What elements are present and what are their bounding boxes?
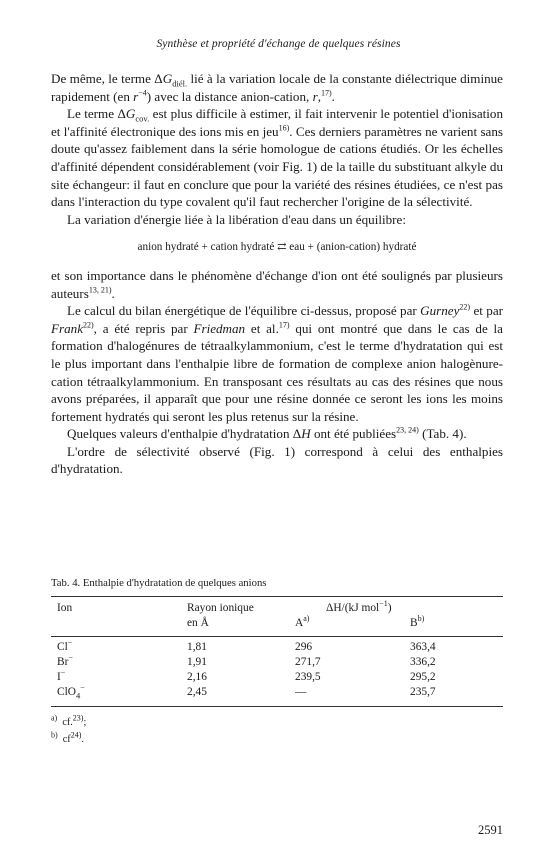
cell-ion: Br−: [57, 653, 73, 668]
cell-b: 336,2: [410, 656, 436, 668]
table-footnote: $^{a)}$ cf.$^{23)}$;: [51, 713, 87, 728]
cell-a: 271,7: [295, 656, 321, 668]
header-ion: Ion: [57, 602, 73, 614]
paragraph: L'ordre de sélectivité observé (Fig. 1) correspond à celui des enthalpies d'hydratation.: [51, 443, 503, 477]
table-body: [51, 638, 503, 701]
header-col-b: $B^{b)}$: [410, 614, 425, 629]
running-head: Synthèse et propriété d'échange de quelques résines: [156, 38, 401, 50]
body-text: [51, 70, 503, 478]
cell-ion: I−: [57, 668, 66, 683]
cell-b: 295,2: [410, 671, 436, 683]
cell-ion: ClO$_4$−: [57, 683, 85, 701]
cell-a: —: [295, 686, 307, 698]
table-bottom-rule: [51, 706, 503, 707]
paragraph: De même, le terme $\Delta G_{diél.}$ lié à la variation locale de la constante diélectrique diminue rapidement (en $r^{-4}$) avec la distance anion-cation, r,$^{17)}$.: [51, 71, 503, 104]
page-number: 2591: [478, 823, 503, 837]
paragraph: La variation d'énergie liée à la libération d'eau dans un équilibre:: [67, 211, 406, 227]
paragraph: Quelques valeurs d'enthalpie d'hydratation ΔH ont été publiées$^{23, 24)}$ (Tab. 4).: [67, 425, 467, 442]
header-col-a: $A^{a)}$: [295, 614, 310, 629]
cell-a: 239,5: [295, 671, 321, 683]
paragraph: et son importance dans le phénomène d'échange d'ion ont été soulignés par plusieurs auteurs$^{13, 21)}$.: [51, 267, 503, 301]
header-enthalpy: ΔH/(kJ mol$^{-1}$): [326, 599, 392, 614]
table-row: [51, 668, 503, 686]
cell-b: 235,7: [410, 686, 436, 698]
cell-a: 296: [295, 641, 313, 653]
cell-rayon: 2,16: [187, 671, 207, 683]
table-caption: Tab. 4. Enthalpie d'hydratation de quelques anions: [51, 577, 267, 589]
table-row: [51, 653, 503, 671]
table-mid-rule: [51, 636, 503, 637]
cell-rayon: 1,91: [187, 656, 207, 668]
table-row: [51, 638, 503, 656]
equilibrium-equation: anion hydraté + cation hydraté ⇄ eau + (anion-cation) hydraté: [137, 241, 417, 254]
cell-ion: Cl−: [57, 638, 73, 653]
header-rayon: Rayon ionique: [187, 602, 254, 614]
header-rayon-unit: en Å: [187, 617, 209, 629]
paragraph: Le calcul du bilan énergétique de l'équilibre ci-dessus, proposé par Gurney$^{22)}$ et par Frank$^{22)}$, a été repris par Friedman et al.$^{17)}$ qui ont montré que dans le cas de la formation d'halogénures de tétraalkylammonium, c'est le terme d'hydratation qui est le plus important dans l'enthalpie libre de formation de complexe anion halogènure-cation tétraalkylammonium. En transposant ces résultats au cas des résines que nous avons préparées, il apparaît que pour une résine donnée ce seront les ions les moins fortement hydratés qui seront les plus retenus sur la résine.: [51, 302, 503, 424]
table-top-rule: [51, 596, 503, 597]
table-row: [51, 683, 503, 701]
cell-b: 363,4: [410, 641, 436, 653]
table-footnote: $^{b)}$ $cf^{24)}$.: [51, 730, 84, 745]
cell-rayon: 2,45: [187, 686, 207, 698]
paragraph: Le terme $\Delta G_{cov.}$ est plus difficile à estimer, il fait intervenir le potentiel d'ionisation et l'affinité électronique des ions mis en jeu$^{16)}$. Ces derniers paramètres ne varient sans doute qu'assez faiblement dans la série homologue de cations étudiés. Or les échelles d'affinité dépendent considérablement (voir Fig. 1) de la taille du substituant alkyle du site échangeur: il faut en conclure que pour la variété des résines étudiées, ce n'est pas dans l'interaction du type covalent qu'il faut rechercher l'origine de la sélectivité.: [51, 106, 503, 210]
table-header: [51, 599, 503, 632]
cell-rayon: 1,81: [187, 641, 207, 653]
